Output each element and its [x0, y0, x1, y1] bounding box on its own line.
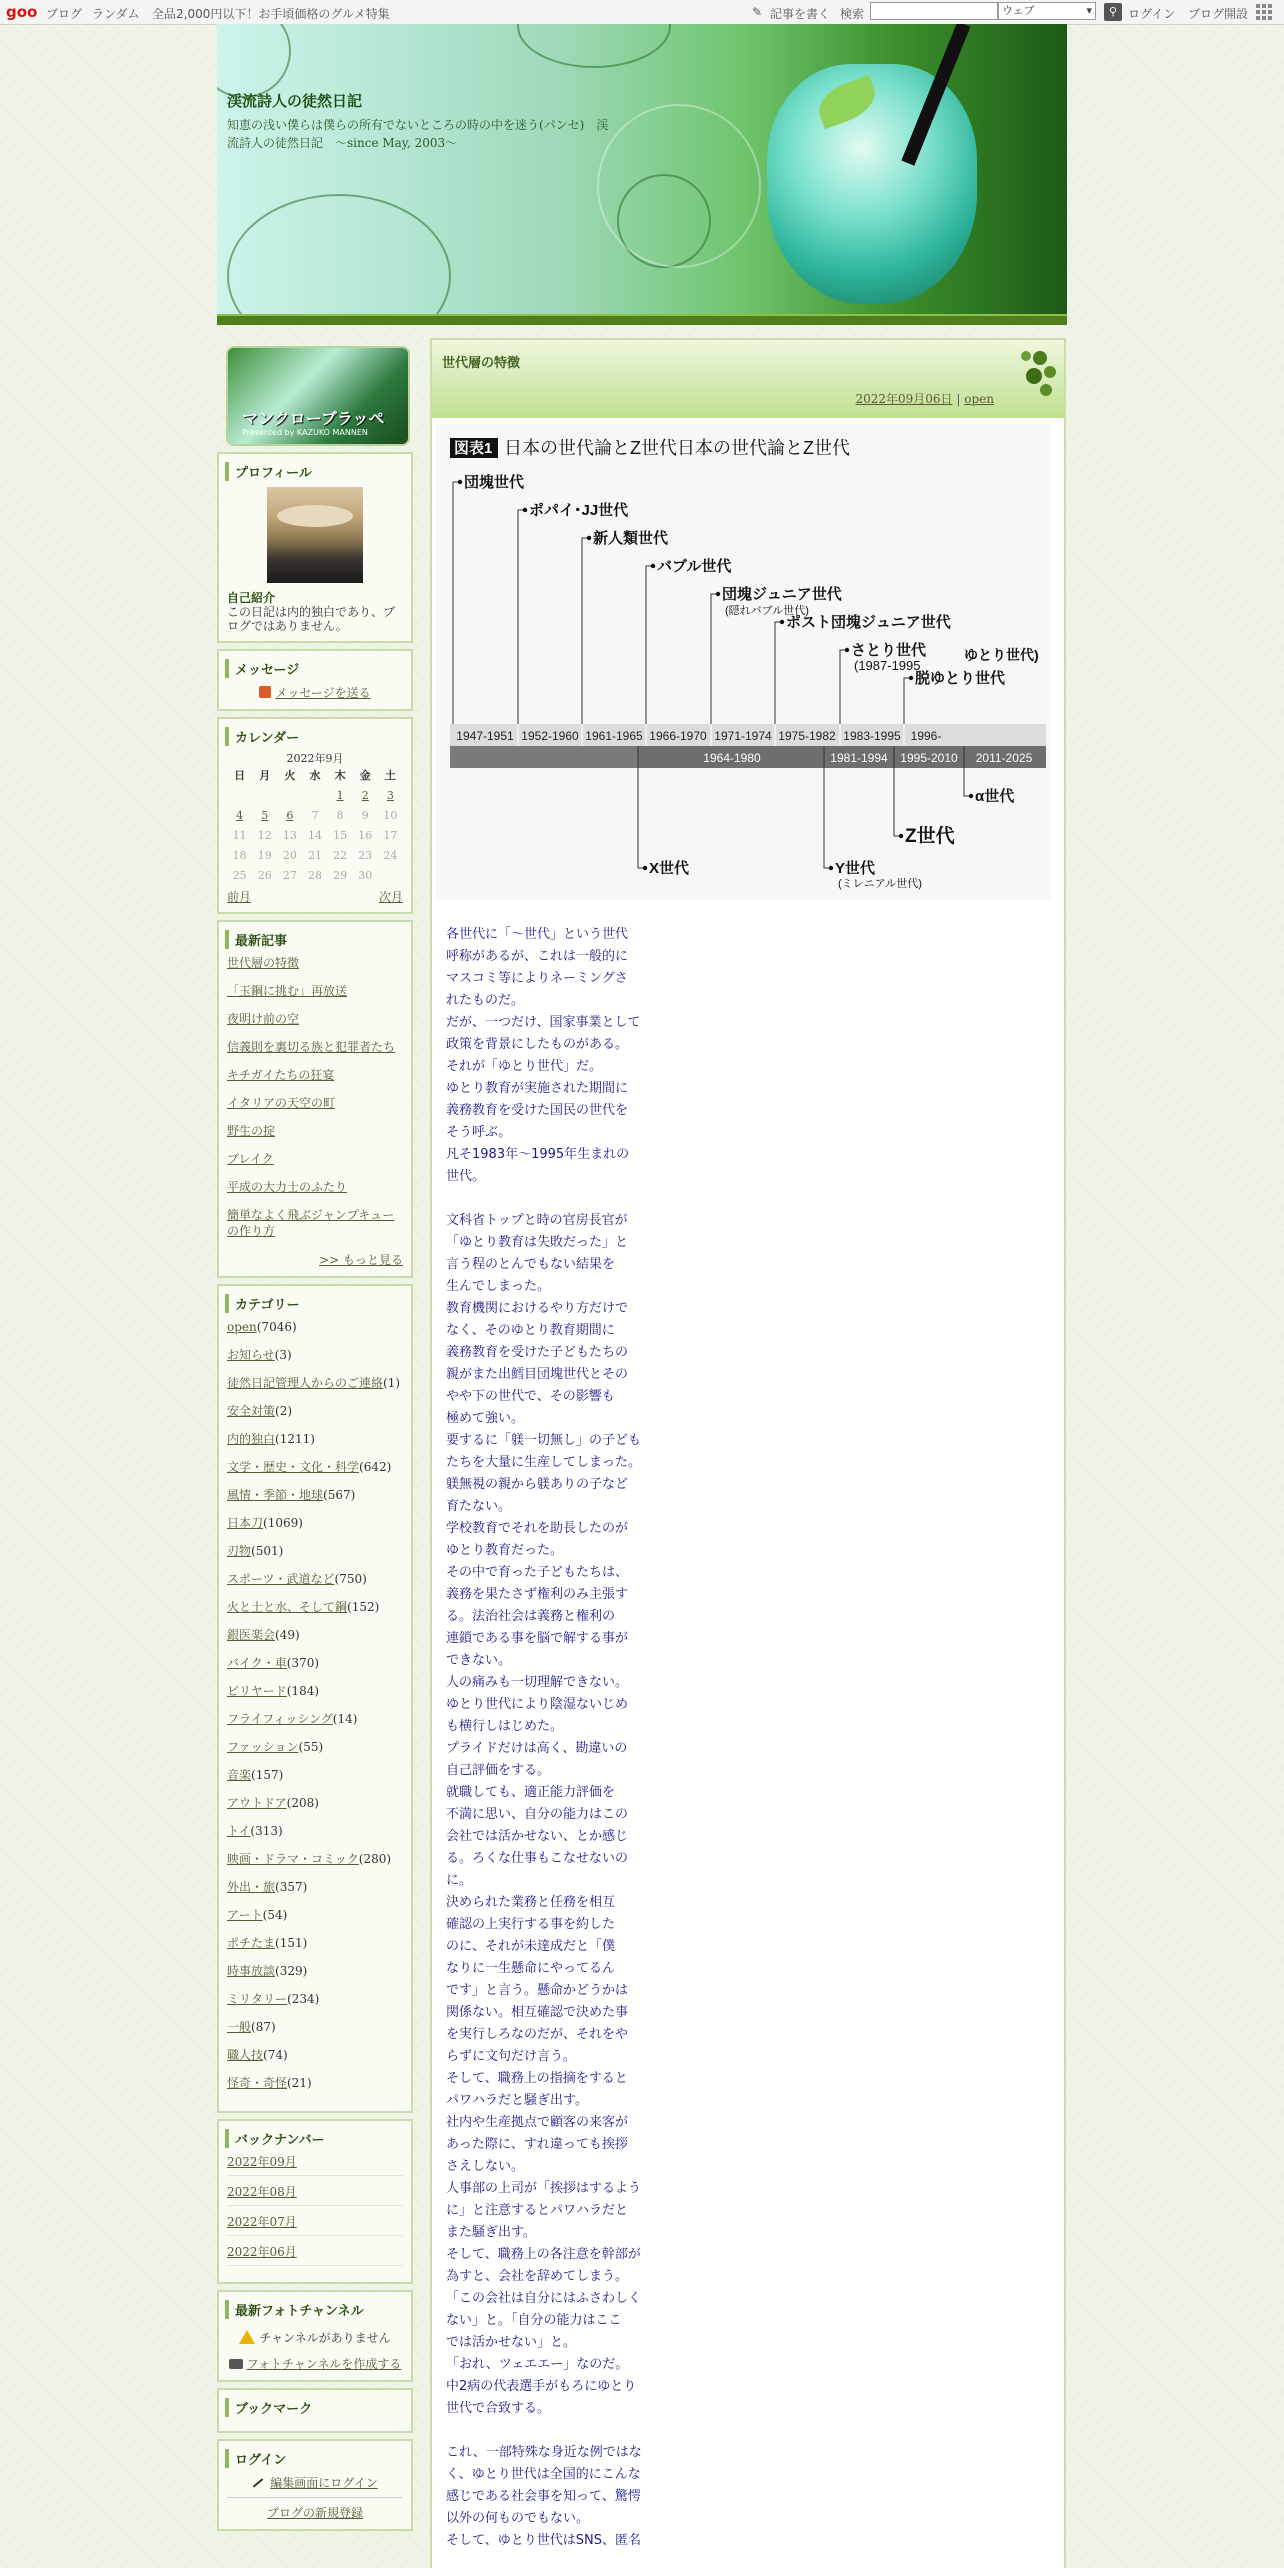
- period-label: 1971-1974: [714, 729, 772, 743]
- gen-label: 団塊ジュニア世代: [722, 586, 842, 603]
- open-blog-link[interactable]: ブログ開設: [1188, 7, 1249, 21]
- sidebar: [217, 338, 415, 2531]
- category-link[interactable]: トイ: [227, 1824, 251, 1838]
- avatar: [267, 487, 363, 583]
- category-item: [227, 1599, 403, 1615]
- calendar-day: 27: [282, 869, 297, 882]
- category-item: [227, 1991, 403, 2007]
- category-count: (14): [332, 1712, 358, 1726]
- goo-logo[interactable]: goo: [6, 3, 38, 21]
- categories-heading: カテゴリー: [225, 1294, 405, 1313]
- gen-label: 新人類世代: [593, 530, 669, 547]
- calendar-day: 23: [358, 849, 373, 862]
- gen-label: ポパイ･JJ世代: [529, 502, 629, 519]
- calendar-day[interactable]: 4: [236, 809, 244, 822]
- calendar-day: 29: [333, 869, 348, 882]
- category-link[interactable]: スポーツ・武道など: [227, 1572, 335, 1586]
- calendar-day[interactable]: 1: [336, 789, 344, 802]
- backnumber-link[interactable]: 2022年08月: [227, 2184, 403, 2206]
- category-count: (357): [275, 1880, 308, 1894]
- post-meta: [855, 390, 994, 407]
- range-label: 1995-2010: [900, 751, 958, 765]
- search-button[interactable]: [1104, 3, 1122, 21]
- category-count: (642): [359, 1460, 392, 1474]
- new-blog-link[interactable]: ブログの新規登録: [266, 2506, 363, 2520]
- post-category-link[interactable]: open: [964, 392, 994, 406]
- pen-icon: ✎: [752, 5, 763, 19]
- recent-post-link[interactable]: 平成の大力士のふたり: [227, 1180, 348, 1194]
- backnumber-link[interactable]: 2022年06月: [227, 2244, 403, 2266]
- category-link[interactable]: 怪奇・奇怪: [227, 2076, 288, 2090]
- gen-sublabel: (ミレニアル世代): [838, 878, 922, 890]
- category-item: [227, 1851, 403, 1867]
- recent-post-link[interactable]: イタリアの天空の町: [227, 1096, 336, 1110]
- search-scope-select[interactable]: ウェブ ▾: [998, 2, 1096, 20]
- category-count: (49): [275, 1628, 300, 1642]
- calendar-day: 11: [232, 829, 247, 842]
- recent-heading: 最新記事: [225, 930, 405, 949]
- category-count: (208): [286, 1796, 319, 1810]
- category-item: [227, 1347, 403, 1363]
- category-item: [227, 1515, 403, 1531]
- calendar-day[interactable]: 6: [286, 809, 294, 822]
- category-link[interactable]: 日本刀: [227, 1516, 264, 1530]
- backnumber-list: [219, 2154, 411, 2266]
- category-count: (87): [251, 2020, 276, 2034]
- calendar-day: 25: [232, 869, 247, 882]
- edit-login-link[interactable]: 編集画面にログイン: [270, 2476, 378, 2490]
- category-count: (1): [383, 1376, 401, 1390]
- category-item: [227, 1375, 403, 1391]
- category-link[interactable]: ミリタリー: [227, 1992, 288, 2006]
- figure-label: 図表1: [454, 440, 493, 457]
- category-link[interactable]: お知らせ: [227, 1348, 275, 1362]
- weekday: 日: [234, 769, 246, 782]
- lace-decoration: [597, 104, 761, 268]
- category-item: [227, 1767, 403, 1783]
- category-link[interactable]: 外出・旅: [227, 1880, 276, 1894]
- nav-random-link[interactable]: ランダム: [92, 7, 140, 21]
- category-link[interactable]: アート: [227, 1908, 263, 1922]
- recent-post-link[interactable]: ブレイク: [227, 1152, 274, 1166]
- search-label: 検索: [840, 7, 865, 21]
- meta-separator: |: [956, 392, 961, 406]
- category-item: [227, 2075, 403, 2091]
- leaf-ornament-icon: [1004, 344, 1058, 406]
- category-count: (152): [347, 1600, 380, 1614]
- calendar-day: [378, 866, 403, 886]
- lace-decoration: [227, 194, 451, 314]
- category-item: [227, 1319, 403, 1335]
- lace-decoration: [217, 24, 291, 98]
- categories-box: [217, 1284, 413, 2113]
- category-count: (234): [287, 1992, 320, 2006]
- calendar-table: [227, 766, 403, 886]
- calendar-day: 20: [282, 849, 297, 862]
- profile-box: [217, 452, 413, 643]
- message-box: [217, 649, 413, 711]
- category-count: (313): [250, 1824, 283, 1838]
- category-item: [227, 1571, 403, 1587]
- category-link[interactable]: 映画・ドラマ・コミック: [227, 1852, 359, 1866]
- category-link[interactable]: 時事放談: [227, 1964, 276, 1978]
- category-count: (2): [275, 1404, 293, 1418]
- category-item: [227, 1907, 403, 1923]
- camera-icon: [229, 2359, 243, 2369]
- category-item: [227, 1823, 403, 1839]
- gen-label: α世代: [975, 788, 1015, 805]
- period-label: 1961-1965: [585, 729, 643, 743]
- category-link[interactable]: 音楽: [227, 1768, 252, 1782]
- category-item: [227, 1879, 403, 1895]
- write-post-link[interactable]: 記事を書く: [770, 7, 831, 21]
- calendar-day: 18: [232, 849, 247, 862]
- category-item: [227, 1711, 403, 1727]
- category-item: [227, 1431, 403, 1447]
- calendar-day: 17: [383, 829, 398, 842]
- calendar-day: 30: [358, 869, 373, 882]
- range-label: 1964-1980: [703, 751, 761, 765]
- calendar-day[interactable]: 2: [361, 789, 369, 802]
- calendar-heading: カレンダー: [225, 727, 405, 746]
- sidebar-banner[interactable]: [226, 346, 410, 446]
- login-box: [217, 2439, 413, 2531]
- period-label: 1983-1995: [843, 729, 901, 743]
- category-item: [227, 1795, 403, 1811]
- generation-figure: [436, 424, 1050, 900]
- category-link[interactable]: 安全対策: [227, 1404, 276, 1418]
- backnumber-box: [217, 2119, 413, 2284]
- calendar-month: 2022年9月: [286, 752, 344, 765]
- figure-title: 日本の世代論とZ世代日本の世代論とZ世代: [504, 438, 850, 458]
- category-item: [227, 1403, 403, 1419]
- category-link[interactable]: ポチたま: [227, 1936, 276, 1950]
- category-item: [227, 2047, 403, 2063]
- profile-heading: プロフィール: [225, 462, 405, 481]
- gen-label: さとり世代: [851, 642, 927, 659]
- category-link[interactable]: 文学・歴史・文化・科学: [227, 1460, 360, 1474]
- category-count: (1211): [275, 1432, 315, 1446]
- gen-label: 団塊世代: [464, 474, 525, 491]
- gen-sublabel: ゆとり世代): [964, 647, 1039, 663]
- calendar-day: [227, 786, 252, 806]
- calendar-day: [252, 786, 277, 806]
- category-item: [227, 1487, 403, 1503]
- calendar-day: 7: [311, 809, 319, 822]
- banner-subtitle: Presented by KAZUKO MANNEN: [242, 428, 368, 437]
- header-divider: [217, 314, 1067, 325]
- range-label: 2011-2025: [975, 751, 1033, 765]
- category-count: (501): [251, 1544, 284, 1558]
- gen-label: Z世代: [905, 826, 955, 847]
- calendar-day: 9: [361, 809, 369, 822]
- apps-grid-icon[interactable]: [1256, 4, 1272, 20]
- weekday: 金: [359, 769, 371, 782]
- category-count: (21): [287, 2076, 312, 2090]
- period-label: 1947-1951: [456, 729, 514, 743]
- category-count: (280): [358, 1852, 392, 1866]
- category-count: (7046): [256, 1320, 297, 1334]
- recent-post-link[interactable]: 夜明け前の空: [227, 1012, 300, 1026]
- recent-posts-list: [219, 955, 411, 1239]
- category-count: (370): [286, 1656, 320, 1670]
- category-list: [219, 1319, 411, 2091]
- post-title[interactable]: 世代層の特徴: [442, 356, 521, 371]
- generation-timeline: [436, 424, 1050, 900]
- category-link[interactable]: 職人技: [227, 2048, 264, 2062]
- weekday: 木: [334, 769, 346, 782]
- calendar-day: 21: [307, 849, 322, 862]
- gen-label: バブル世代: [657, 558, 732, 575]
- category-count: (55): [298, 1740, 324, 1754]
- category-item: [227, 1459, 403, 1475]
- category-count: (750): [334, 1572, 367, 1586]
- bookmark-box: [217, 2388, 413, 2433]
- calendar-day: 12: [257, 829, 272, 842]
- category-item: [227, 1683, 403, 1699]
- search-icon: ⚲: [1108, 5, 1118, 18]
- recent-posts-box: [217, 920, 413, 1278]
- message-icon: [259, 686, 271, 698]
- lace-decoration: [517, 24, 671, 68]
- category-link[interactable]: open: [227, 1320, 257, 1334]
- recent-post-link[interactable]: 野生の掟: [227, 1124, 276, 1138]
- category-count: (329): [275, 1964, 308, 1978]
- blog-description: 知恵の浅い僕らは僕らの所有でないところの時の中を迷う(パンセ) 渓流詩人の徒然日記 ～since May, 2003～: [227, 118, 609, 150]
- calendar-day: 24: [383, 849, 398, 862]
- photo-channel-box: [217, 2290, 413, 2382]
- calendar-day: 19: [257, 849, 272, 862]
- period-label: 1996-: [910, 729, 942, 743]
- calendar-day: 15: [333, 829, 348, 842]
- bookmark-heading: ブックマーク: [225, 2398, 405, 2417]
- calendar-box: [217, 717, 413, 914]
- gen-sublabel: (1987-1995: [854, 658, 921, 673]
- warning-icon: [239, 2330, 255, 2344]
- category-link[interactable]: ファッション: [227, 1740, 299, 1754]
- calendar-day[interactable]: 5: [261, 809, 269, 822]
- category-link[interactable]: 火と土と水、そして鋼: [227, 1600, 348, 1614]
- weekday: 水: [309, 769, 321, 782]
- category-link[interactable]: 一般: [227, 2020, 252, 2034]
- weekday: 土: [384, 769, 396, 782]
- category-item: [227, 2019, 403, 2035]
- category-link[interactable]: 風情・季節・地球: [227, 1488, 324, 1502]
- calendar-prev-link[interactable]: 前月: [227, 890, 252, 904]
- category-link[interactable]: 刃物: [227, 1544, 252, 1558]
- category-item: [227, 1963, 403, 1979]
- category-link[interactable]: 徒然日記管理人からのご連絡: [227, 1376, 384, 1390]
- calendar-day: [302, 786, 327, 806]
- post-header: [432, 340, 1064, 418]
- article-text: 各世代に「〜世代」という世代 呼称があるが、これは一般的に マスコミ等によりネーミングさ れたものだ。 だが、一つだけ、国家事業として 政策を背景にしたものがある。 それが「ゆとり世代」だ。 ゆとり教育が実施された期間に 義務教育を受けた国民の世代を そう呼ぶ。 凡そ1983年〜1995年生まれの 世代。 文科省トップと時の官房長官が 「ゆとり教育は失敗だった」と 言う程のとんでもない結果を 生んでしまった。 教育機関におけるやり方だけで なく、そのゆとり教育期間に 義務教育を受けた子どもたちの 親がまた出鱈目団塊世代とその やや下の世代で、その影響も 極めて強い。 要するに「躾一切無し」の子ども たちを大量に生産してしまった。 躾無視の親から躾ありの子など 育たない。 学校教育でそれを助長したのが ゆとり教育だった。 その中で育った子どもたちは、 義務を果たさず権利のみ主張す る。法治社会は義務と権利の 連鎖である事を脳で解する事が できない。 人の痛みも一切理解できない。 ゆとり世代により陰湿ないじめ も横行しはじめた。 プライドだけは高く、勘違いの 自己評価をする。 就職しても、適正能力評価を 不満に思い、自分の能力はこの 会社では活かせない、とか感じ る。ろくな仕事もこなせないの に。 決められた業務と任務を相互 確認の上実行する事を約した のに、それが未達成だと「僕 なりに一生懸命にやってるん です」と言う。懸命かどうかは 関係ない。相互確認で決めた事 を実行しろなのだが、それをや らずに文句だけ言う。 そして、職務上の指摘をすると パワハラだと騒ぎ出す。 社内や生産拠点で顧客の来客が あった際に、すれ違っても挨拶 さえしない。 人事部の上司が「挨拶はするよう に」と注意するとパワハラだと また騒ぎ出す。 そして、職務上の各注意を幹部が 為すと、会社を辞めてしまう。 「この会社は自分にはふさわしく ない」と。「自分の能力はここ では活かせない」と。 「おれ、ツェエエー」なのだ。 中2病の代表選手がもろにゆとり 世代で合致する。 これ、一部特殊な身近な例ではな く、ゆとり世代は全国的にこんな 感じである社会事を知って、驚愕 以外の何ものでもない。 そして、ゆとり世代はSNS、匿名: [446, 927, 642, 2548]
- blog-header: [217, 24, 1067, 314]
- category-count: (151): [275, 1936, 308, 1950]
- calendar-day: 28: [307, 869, 322, 882]
- gen-label: Y世代: [835, 860, 876, 877]
- nav-blog-link[interactable]: ブログ: [46, 7, 83, 21]
- post-date-link[interactable]: 2022年09月06日: [855, 392, 953, 406]
- period-label: 1975-1982: [778, 729, 836, 743]
- nav-promo-link[interactable]: 全品2,000円以下！お手頃価格のグルメ特集: [152, 7, 390, 21]
- recent-post-link[interactable]: 信義則を裏切る族と犯罪者たち: [227, 1040, 396, 1054]
- message-heading: メッセージ: [225, 659, 405, 678]
- no-channel-text: チャンネルがありません: [259, 2331, 391, 2345]
- period-band: [450, 724, 1046, 768]
- blog-title[interactable]: 渓流詩人の徒然日記: [227, 92, 363, 110]
- intro-heading: 自己紹介: [227, 591, 276, 605]
- category-link[interactable]: ビリヤード: [227, 1684, 287, 1698]
- period-label: 1952-1960: [521, 729, 579, 743]
- period-label: 1966-1970: [649, 729, 707, 743]
- login-heading: ログイン: [225, 2449, 405, 2468]
- category-count: (3): [274, 1348, 292, 1362]
- category-count: (54): [262, 1908, 288, 1922]
- gen-label: X世代: [649, 860, 690, 877]
- recent-post-link[interactable]: キチガイたちの狂宴: [227, 1068, 335, 1082]
- recent-post-link[interactable]: 簡単なよく飛ぶジャンプキューの作り方: [227, 1208, 395, 1238]
- banner-title: マンクローブラッペ: [242, 409, 385, 428]
- pen-icon: [253, 2478, 263, 2487]
- calendar-day: 16: [358, 829, 373, 842]
- recent-post-link[interactable]: 「玉鋼に挑む」再放送: [227, 984, 348, 998]
- login-link[interactable]: ログイン: [1128, 7, 1176, 21]
- gen-label: 脱ゆとり世代: [915, 670, 1006, 687]
- weekday: 月: [259, 769, 271, 782]
- category-item: [227, 1935, 403, 1951]
- weekday: 火: [284, 769, 296, 782]
- more-posts-link[interactable]: >> もっと見る: [319, 1253, 403, 1267]
- calendar-day[interactable]: 3: [386, 789, 394, 802]
- send-message-link[interactable]: メッセージを送る: [275, 686, 371, 700]
- photo-heading: 最新フォトチャンネル: [225, 2300, 405, 2319]
- gen-label: ポスト団塊ジュニア世代: [786, 614, 951, 631]
- gen-sublabel: (隠れバブル世代): [725, 605, 809, 617]
- main-content: [430, 338, 1066, 2568]
- calendar-day: 14: [307, 829, 322, 842]
- category-count: (74): [263, 2048, 288, 2062]
- post-body: [436, 424, 1058, 2552]
- top-bar: [0, 0, 1284, 25]
- calendar-day: 26: [257, 869, 272, 882]
- category-item: [227, 1655, 403, 1671]
- category-link[interactable]: 銀医楽会: [227, 1628, 276, 1642]
- intro-text: この日記は内的独白であり、ブログではありません。: [227, 605, 396, 633]
- backnumber-link[interactable]: 2022年07月: [227, 2214, 403, 2236]
- category-item: [227, 1627, 403, 1643]
- recent-post-link[interactable]: 世代層の特徴: [227, 956, 300, 970]
- calendar-day: 10: [383, 809, 398, 822]
- category-count: (1069): [263, 1516, 303, 1530]
- calendar-day: 13: [282, 829, 297, 842]
- calendar-next-link[interactable]: 次月: [378, 890, 403, 904]
- category-link[interactable]: アウトドア: [227, 1796, 287, 1810]
- search-input[interactable]: [870, 2, 998, 20]
- calendar-day: [277, 786, 302, 806]
- category-link[interactable]: フライフィッシング: [227, 1712, 333, 1726]
- category-link[interactable]: 内的独白: [227, 1432, 276, 1446]
- category-item: [227, 1739, 403, 1755]
- calendar-day: 22: [333, 849, 348, 862]
- create-photo-channel-link[interactable]: フォトチャンネルを作成する: [246, 2357, 402, 2371]
- range-label: 1981-1994: [830, 751, 888, 765]
- backnumber-link[interactable]: 2022年09月: [227, 2154, 403, 2176]
- backnumber-heading: バックナンバー: [225, 2129, 405, 2148]
- category-item: [227, 1543, 403, 1559]
- category-link[interactable]: バイク・車: [227, 1656, 287, 1670]
- category-count: (184): [286, 1684, 320, 1698]
- category-count: (157): [251, 1768, 284, 1782]
- calendar-day: 8: [336, 809, 344, 822]
- category-count: (567): [323, 1488, 356, 1502]
